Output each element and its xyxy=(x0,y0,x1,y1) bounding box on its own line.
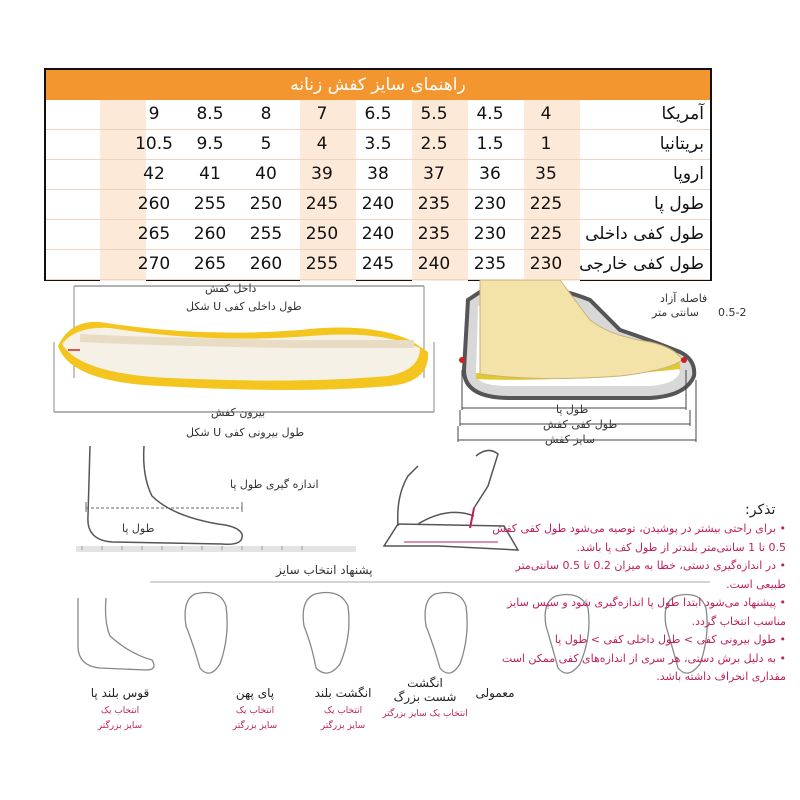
type-sub-wide: انتخاب یک سایز بزرگتر xyxy=(232,706,278,731)
table-row xyxy=(46,220,710,250)
table-cell: 5.5 xyxy=(420,104,448,124)
inner-title: داخل کفش xyxy=(205,282,257,295)
table-cell: 270 xyxy=(137,254,171,274)
table-cell: 6.5 xyxy=(364,104,392,124)
type-name-long-toe: انگشت بلند xyxy=(314,686,372,700)
type-name-wide: پای پهن xyxy=(235,686,275,700)
note-item: • پیشنهاد می‌شود ابتدا طول پا اندازه‌گیری شود و سپس سایز مناسب انتخاب گردد. xyxy=(507,596,786,628)
table-cell: 1.5 xyxy=(476,134,504,154)
table-cell: 260 xyxy=(249,254,283,274)
table-row xyxy=(46,130,710,160)
empty-cell xyxy=(46,190,126,219)
table-cell: 260 xyxy=(137,194,171,214)
table-cell: 4 xyxy=(316,134,328,154)
type-sub-big-toe: انتخاب یک سایز بزرگتر xyxy=(382,709,468,719)
table-cell: 3.5 xyxy=(364,134,392,154)
table-cell: 230 xyxy=(529,254,563,274)
empty-cell xyxy=(46,100,126,129)
table-cell: 245 xyxy=(361,254,395,274)
note-item: • برای راحتی بیشتر در پوشیدن، توصیه می‌شود طول کفی کفش 0.5 تا 1 سانتی‌متر بلندتر از طول کف پا باشد. xyxy=(492,522,786,554)
note-item: • به دلیل برش دستی، هر سری از اندازه‌های کفی ممکن است مقداری انحراف داشته باشد. xyxy=(501,651,786,683)
note-item: • طول بیرونی کفی > طول داخلی کفی > طول پا xyxy=(554,633,786,646)
table-cell: 40 xyxy=(255,164,277,184)
type-name-big-toe: انگشت شست بزرگ xyxy=(393,676,457,704)
foot-length-label: طول پا xyxy=(556,403,589,416)
table-cell: 41 xyxy=(199,164,221,184)
note-item: • در اندازه‌گیری دستی، خطا به میزان 0.2 تا 0.5 سانتی‌متر طبیعی است. xyxy=(515,559,786,591)
type-name-normal: معمولی xyxy=(475,686,515,700)
table-cell: 265 xyxy=(137,224,171,244)
table-cell: 240 xyxy=(417,254,451,274)
table-cell: 8.5 xyxy=(196,104,224,124)
types-heading: پشنهاد انتخاب سایز xyxy=(276,563,373,577)
row-label: طول پا xyxy=(654,194,704,214)
insole-length-label: طول کفی کفش xyxy=(543,418,618,431)
measure-label: اندازه گیری طول پا xyxy=(230,478,319,491)
table-cell: 10.5 xyxy=(135,134,173,154)
notes-list xyxy=(486,520,786,687)
outer-desc: طول بیرونی کفی U شکل xyxy=(186,426,305,439)
table-cell: 38 xyxy=(367,164,389,184)
row-label: طول کفی داخلی xyxy=(585,224,704,244)
shoe-size-label: سایز کفش xyxy=(545,433,596,446)
gap-value: 0.5-2 xyxy=(718,306,747,319)
table-cell: 255 xyxy=(249,224,283,244)
table-cell: 230 xyxy=(473,224,507,244)
empty-cell xyxy=(46,130,126,159)
inner-desc: طول داخلی کفی U شکل xyxy=(186,300,302,313)
empty-cell xyxy=(46,220,126,249)
table-row xyxy=(46,250,710,280)
type-sub-high-arch: انتخاب یک سایز بزرگتر xyxy=(97,706,143,731)
table-grid xyxy=(46,100,710,281)
outer-title: بیرون کفش xyxy=(211,406,266,419)
gap-label: فاصله آزاد xyxy=(660,292,708,305)
foot-measure-diagram xyxy=(72,446,362,556)
row-label: طول کفی خارجی xyxy=(579,254,704,274)
table-title: راهنمای سایز کفش زنانه xyxy=(46,70,710,100)
table-cell: 39 xyxy=(311,164,333,184)
table-cell: 240 xyxy=(361,224,395,244)
table-cell: 235 xyxy=(417,224,451,244)
table-cell: 245 xyxy=(305,194,339,214)
size-chart-table xyxy=(44,68,712,281)
table-cell: 36 xyxy=(479,164,501,184)
table-cell: 225 xyxy=(529,194,563,214)
high-arch-icon xyxy=(78,598,154,670)
table-cell: 265 xyxy=(193,254,227,274)
table-cell: 42 xyxy=(143,164,165,184)
table-cell: 240 xyxy=(361,194,395,214)
empty-cell xyxy=(46,160,126,189)
table-cell: 37 xyxy=(423,164,445,184)
table-cell: 255 xyxy=(305,254,339,274)
type-name-high-arch: قوس بلند پا xyxy=(90,686,150,700)
table-cell: 2.5 xyxy=(420,134,448,154)
table-cell: 260 xyxy=(193,224,227,244)
table-cell: 7 xyxy=(316,104,328,124)
table-cell: 5 xyxy=(260,134,272,154)
table-cell: 4.5 xyxy=(476,104,504,124)
foot-length-measure-label: طول پا xyxy=(122,522,155,535)
table-cell: 250 xyxy=(305,224,339,244)
row-label: بریتانیا xyxy=(659,134,704,154)
table-cell: 250 xyxy=(249,194,283,214)
table-cell: 235 xyxy=(473,254,507,274)
table-cell: 255 xyxy=(193,194,227,214)
row-label: آمریکا xyxy=(661,104,704,124)
table-cell: 4 xyxy=(540,104,552,124)
table-cell: 1 xyxy=(540,134,552,154)
notes-title: تذکر: xyxy=(745,502,776,518)
table-cell: 35 xyxy=(535,164,557,184)
table-row xyxy=(46,190,710,220)
empty-cell xyxy=(46,250,126,279)
table-cell: 9.5 xyxy=(196,134,224,154)
table-row xyxy=(46,100,710,130)
table-cell: 235 xyxy=(417,194,451,214)
table-row xyxy=(46,160,710,190)
table-cell: 9 xyxy=(148,104,160,124)
type-sub-long-toe: انتخاب یک سایز بزرگتر xyxy=(320,706,366,731)
gap-unit: سانتی متر xyxy=(652,306,699,319)
table-cell: 225 xyxy=(529,224,563,244)
table-cell: 230 xyxy=(473,194,507,214)
table-cell: 8 xyxy=(260,104,272,124)
row-label: اروپا xyxy=(672,164,704,184)
